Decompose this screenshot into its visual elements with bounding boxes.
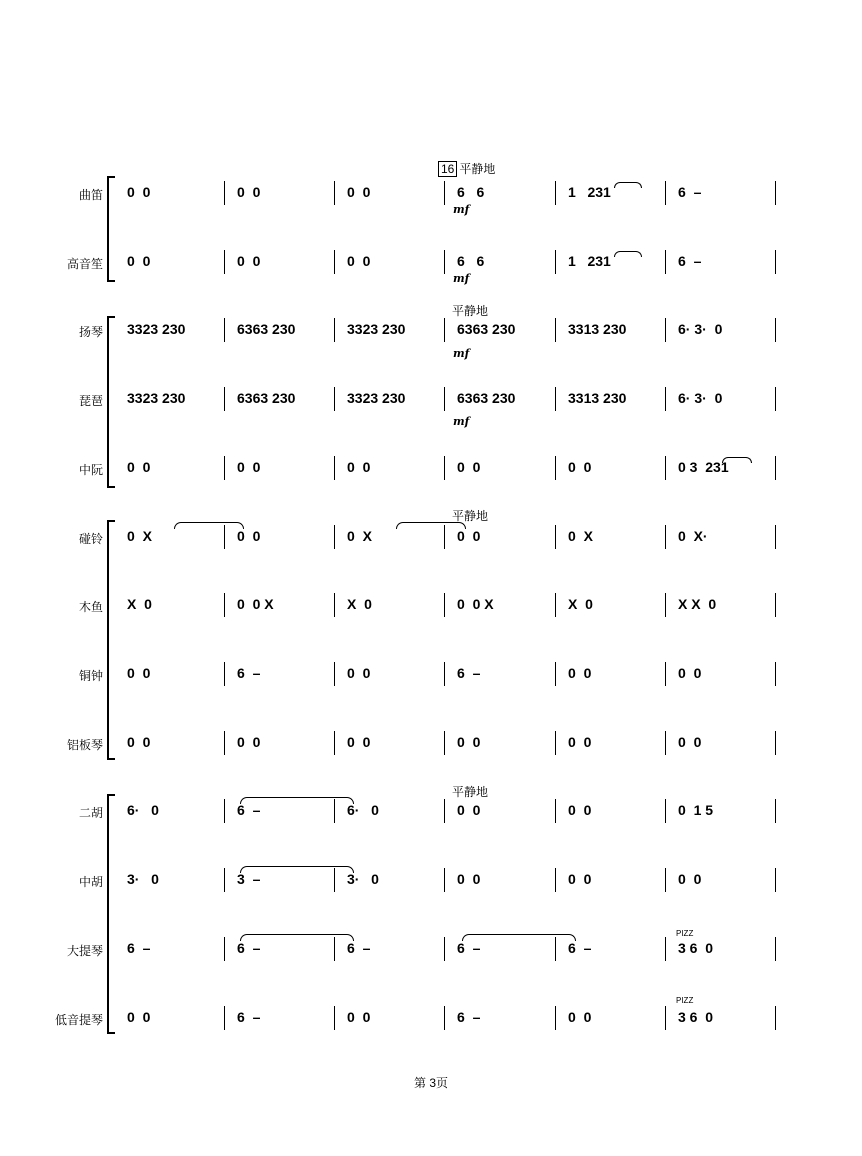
pizz-mark: PIZZ (676, 929, 694, 938)
measure-notes: 6363 230 (457, 390, 516, 406)
bar-line (334, 868, 335, 892)
instrument-label: 曲笛 (78, 188, 103, 202)
measure-notes: 0 0 (127, 734, 151, 750)
measure-notes: 0 0 (237, 528, 261, 544)
measure-notes: 0 0 (678, 665, 702, 681)
bar-line (775, 456, 776, 480)
bar-line (224, 250, 225, 274)
bar-line (334, 937, 335, 961)
bar-line (334, 456, 335, 480)
bar-line (555, 731, 556, 755)
bar-line (665, 868, 666, 892)
measure-notes: 6 – (127, 940, 151, 956)
bar-line (665, 731, 666, 755)
measure-notes: 6 – (457, 940, 481, 956)
measure-notes: 3 6 0 (678, 940, 714, 956)
bar-line (224, 525, 225, 549)
bar-line (334, 181, 335, 205)
tie-arc (396, 522, 466, 529)
bar-line (665, 525, 666, 549)
bar-line (444, 662, 445, 686)
bar-line (224, 868, 225, 892)
tempo-marking: 平静地 (452, 304, 489, 318)
measure-notes: X 0 (347, 596, 372, 612)
bar-line (665, 662, 666, 686)
measure-notes: 0 X (347, 528, 372, 544)
bar-line (334, 250, 335, 274)
bar-line (665, 937, 666, 961)
bar-line (555, 456, 556, 480)
bar-line (224, 181, 225, 205)
measure-notes: 0 0 (678, 871, 702, 887)
rehearsal-mark (438, 160, 495, 177)
measure-notes: 6· 3· 0 (678, 321, 723, 337)
measure-notes: 0 X (127, 528, 152, 544)
instrument-label: 高音笙 (66, 257, 103, 271)
bar-line (555, 937, 556, 961)
bar-line (444, 525, 445, 549)
measure-notes: 1 231 (568, 253, 611, 269)
bar-line (334, 731, 335, 755)
instrument-label: 中阮 (78, 463, 103, 477)
measure-notes: 3323 230 (127, 390, 186, 406)
tie-arc (614, 182, 642, 188)
bar-line (555, 799, 556, 823)
bar-line (444, 250, 445, 274)
instrument-label: 大提琴 (66, 944, 103, 958)
bar-line (665, 387, 666, 411)
measure-notes: 6 – (237, 802, 261, 818)
measure-notes: 3· 0 (347, 871, 379, 887)
bar-line (665, 593, 666, 617)
measure-notes: 6 – (237, 1009, 261, 1025)
bracket-plucked (107, 316, 115, 488)
measure-notes: 6 – (678, 253, 702, 269)
measure-notes: 0 0 (568, 459, 592, 475)
bar-line (775, 868, 776, 892)
measure-notes: 0 0 (457, 734, 481, 750)
bar-line (555, 593, 556, 617)
bar-line (775, 250, 776, 274)
bar-line (775, 662, 776, 686)
measure-notes: 0 0 (568, 871, 592, 887)
bar-line (334, 318, 335, 342)
measure-notes: 6 6 (457, 184, 485, 200)
measure-notes: 0 0 (457, 528, 481, 544)
measure-notes: 6· 0 (127, 802, 159, 818)
measure-notes: 0 X· (678, 528, 708, 544)
bar-line (224, 731, 225, 755)
measure-notes: 6 – (237, 940, 261, 956)
instrument-label: 琵琶 (78, 394, 103, 408)
bar-line (555, 662, 556, 686)
instrument-label: 低音提琴 (54, 1013, 103, 1027)
instrument-label: 铜钟 (78, 669, 103, 683)
bar-line (334, 387, 335, 411)
measure-notes: 3· 0 (127, 871, 159, 887)
instrument-label: 二胡 (78, 806, 103, 820)
page-footer: 第 3页 (413, 1076, 448, 1090)
bar-line (334, 1006, 335, 1030)
bar-line (224, 662, 225, 686)
measure-notes: 0 0 (347, 253, 371, 269)
dynamic-mark: mf (453, 347, 470, 360)
instrument-label: 碰铃 (78, 532, 103, 546)
bar-line (665, 181, 666, 205)
bar-line (224, 456, 225, 480)
measure-notes: 0 0 (237, 253, 261, 269)
bar-line (224, 593, 225, 617)
rehearsal-number: 16 (438, 161, 457, 177)
measure-notes: 0 0 (347, 665, 371, 681)
instrument-label: 铝板琴 (66, 738, 103, 752)
bar-line (775, 525, 776, 549)
tempo-marking: 平静地 (452, 785, 489, 799)
measure-notes: 0 0 (127, 665, 151, 681)
tie-arc (614, 251, 642, 257)
tempo-marking: 平静地 (452, 509, 489, 523)
measure-notes: 0 0 (347, 184, 371, 200)
measure-notes: 0 0 X (457, 596, 494, 612)
measure-notes: 0 0 (127, 1009, 151, 1025)
measure-notes: 6 – (678, 184, 702, 200)
measure-notes: 6363 230 (457, 321, 516, 337)
dynamic-mark: mf (453, 203, 470, 216)
bar-line (775, 593, 776, 617)
measure-notes: 3 6 0 (678, 1009, 714, 1025)
measure-notes: 6· 0 (347, 802, 379, 818)
bar-line (775, 731, 776, 755)
bar-line (444, 456, 445, 480)
measure-notes: 3 – (237, 871, 261, 887)
measure-notes: 6 6 (457, 253, 485, 269)
bar-line (665, 318, 666, 342)
bar-line (665, 250, 666, 274)
bar-line (224, 937, 225, 961)
bar-line (775, 181, 776, 205)
instrument-label: 扬琴 (78, 325, 103, 339)
bar-line (555, 250, 556, 274)
instrument-label: 木鱼 (78, 600, 103, 614)
measure-notes: 0 0 (568, 1009, 592, 1025)
bar-line (224, 318, 225, 342)
instrument-label: 中胡 (78, 875, 103, 889)
measure-notes: 6· 3· 0 (678, 390, 723, 406)
tempo-marking: 平静地 (459, 162, 496, 176)
measure-notes: X X 0 (678, 596, 717, 612)
bar-line (444, 868, 445, 892)
dynamic-mark: mf (453, 415, 470, 428)
measure-notes: X 0 (127, 596, 152, 612)
measure-notes: 1 231 (568, 184, 611, 200)
bar-line (775, 318, 776, 342)
bar-line (665, 456, 666, 480)
bar-line (444, 937, 445, 961)
bar-line (444, 1006, 445, 1030)
measure-notes: 6 – (568, 940, 592, 956)
bar-line (334, 593, 335, 617)
bar-line (334, 799, 335, 823)
bar-line (555, 1006, 556, 1030)
measure-notes: 0 0 (127, 253, 151, 269)
measure-notes: 0 0 (457, 802, 481, 818)
measure-notes: 3323 230 (347, 321, 406, 337)
measure-notes: 6 – (457, 665, 481, 681)
measure-notes: 3323 230 (127, 321, 186, 337)
measure-notes: 3313 230 (568, 321, 627, 337)
bar-line (444, 181, 445, 205)
measure-notes: 0 0 (347, 459, 371, 475)
measure-notes: 6363 230 (237, 390, 296, 406)
bar-line (555, 525, 556, 549)
bracket-percussion (107, 520, 115, 760)
bar-line (555, 181, 556, 205)
bar-line (334, 525, 335, 549)
measure-notes: 0 0 (237, 459, 261, 475)
bar-line (224, 799, 225, 823)
measure-notes: 6363 230 (237, 321, 296, 337)
measure-notes: 0 0 (347, 734, 371, 750)
measure-notes: 0 0 (127, 184, 151, 200)
bar-line (775, 1006, 776, 1030)
measure-notes: 0 0 (237, 734, 261, 750)
measure-notes: 0 0 (237, 184, 261, 200)
measure-notes: 0 0 (457, 871, 481, 887)
measure-notes: 0 0 (568, 665, 592, 681)
bracket-strings (107, 794, 115, 1034)
bar-line (444, 318, 445, 342)
measure-notes: 0 0 (568, 734, 592, 750)
measure-notes: 3313 230 (568, 390, 627, 406)
measure-notes: 6 – (457, 1009, 481, 1025)
measure-notes: 0 0 (127, 459, 151, 475)
bar-line (555, 318, 556, 342)
bar-line (334, 662, 335, 686)
bar-line (555, 868, 556, 892)
bar-line (444, 799, 445, 823)
bar-line (775, 799, 776, 823)
measure-notes: 3323 230 (347, 390, 406, 406)
bar-line (555, 387, 556, 411)
dynamic-mark: mf (453, 272, 470, 285)
measure-notes: X 0 (568, 596, 593, 612)
measure-notes: 0 0 (347, 1009, 371, 1025)
bar-line (224, 1006, 225, 1030)
bracket-winds (107, 176, 115, 282)
measure-notes: 0 0 (678, 734, 702, 750)
pizz-mark: PIZZ (676, 996, 694, 1005)
bar-line (665, 799, 666, 823)
bar-line (775, 387, 776, 411)
bar-line (665, 1006, 666, 1030)
measure-notes: 0 1 5 (678, 802, 714, 818)
measure-notes: 0 0 (568, 802, 592, 818)
measure-notes: 0 X (568, 528, 593, 544)
bar-line (444, 731, 445, 755)
bar-line (444, 387, 445, 411)
bar-line (775, 937, 776, 961)
measure-notes: 0 0 (457, 459, 481, 475)
measure-notes: 6 – (237, 665, 261, 681)
measure-notes: 0 0 X (237, 596, 274, 612)
bar-line (224, 387, 225, 411)
measure-notes: 0 3 231 (678, 459, 729, 475)
bar-line (444, 593, 445, 617)
tie-arc (174, 522, 244, 529)
measure-notes: 6 – (347, 940, 371, 956)
